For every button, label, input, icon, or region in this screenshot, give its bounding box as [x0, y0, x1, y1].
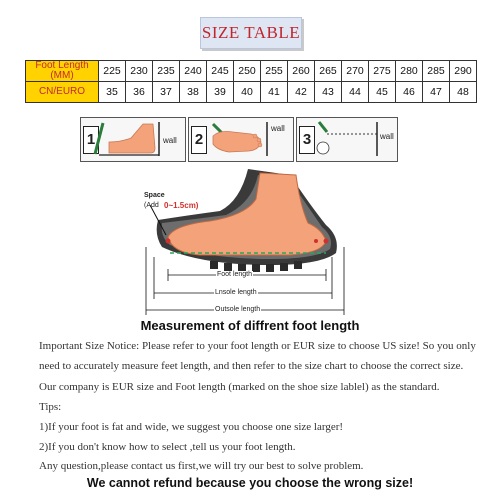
tips-heading: Tips: [39, 401, 62, 413]
euro-size-cell: 47 [423, 82, 450, 103]
foot-length-cell: 275 [369, 61, 396, 82]
step-1-number: 1 [83, 126, 99, 154]
foot-length-cell: 255 [261, 61, 288, 82]
tip-line: 1)If your foot is fat and wide, we suggest you choose one size larger! [39, 421, 344, 433]
notice-line: need to accurately measure feet length, and then refer to the size chart to choose the correct size. [39, 360, 464, 372]
step-2-number: 2 [191, 126, 207, 154]
euro-size-cell: 42 [288, 82, 315, 103]
euro-size-cell: 39 [207, 82, 234, 103]
euro-size-cell: 46 [396, 82, 423, 103]
notice-line: Important Size Notice: Please refer to your foot length or EUR size to choose US size! So you only [39, 340, 476, 352]
foot-length-cell: 245 [207, 61, 234, 82]
no-refund-warning: We cannot refund because you choose the wrong size! [86, 476, 414, 490]
outsole-length-label: Outsole length [215, 306, 261, 313]
step-3-number: 3 [299, 126, 315, 154]
foot-length-cell: 285 [423, 61, 450, 82]
euro-size-cell: 44 [342, 82, 369, 103]
foot-length-cell: 270 [342, 61, 369, 82]
foot-length-cell: 225 [99, 61, 126, 82]
step-1-wall-label: wall [163, 136, 177, 145]
euro-size-cell: 35 [99, 82, 126, 103]
foot-length-cell: 240 [180, 61, 207, 82]
euro-size-row [26, 82, 477, 103]
euro-size-cell: 37 [153, 82, 180, 103]
foot-length-cell: 290 [450, 61, 477, 82]
space-range-label: 0~1.5cm) [164, 201, 199, 210]
space-label: Space [144, 192, 165, 199]
notice-line: Our company is EUR size and Foot length (marked on the shoe size lablel) as the standard. [39, 381, 440, 393]
step-2-wall-label: wall [271, 124, 285, 133]
tip-line: 2)If you don't know how to select ,tell us your foot length. [39, 441, 296, 453]
euro-size-cell: 36 [126, 82, 153, 103]
euro-size-header: CN/EURO [26, 82, 99, 103]
foot-length-cell: 235 [153, 61, 180, 82]
step-3-panel [296, 117, 398, 162]
foot-length-cell: 250 [234, 61, 261, 82]
insole-length-label: Lnsole length [215, 289, 257, 296]
size-table [25, 60, 477, 103]
foot-length-row [26, 61, 477, 82]
space-add-label: (Add [144, 202, 159, 209]
size-table-title: SIZE TABLE [201, 23, 301, 42]
foot-length-cell: 260 [288, 61, 315, 82]
contact-line: Any question,please contact us first,we will try our best to solve problem. [39, 460, 364, 472]
step-3-wall-label: wall [380, 132, 394, 141]
measurement-subtitle: Measurement of diffrent foot length [140, 318, 360, 333]
euro-size-cell: 38 [180, 82, 207, 103]
foot-length-cell: 230 [126, 61, 153, 82]
size-table-title-box [200, 17, 302, 49]
euro-size-cell: 48 [450, 82, 477, 103]
euro-size-cell: 45 [369, 82, 396, 103]
foot-length-label: Foot length [217, 271, 253, 278]
euro-size-cell: 40 [234, 82, 261, 103]
step-2-panel [188, 117, 294, 162]
foot-in-shoe-diagram [140, 165, 360, 315]
foot-length-header: Foot Length (MM) [26, 61, 99, 82]
foot-length-cell: 280 [396, 61, 423, 82]
foot-length-cell: 265 [315, 61, 342, 82]
euro-size-cell: 43 [315, 82, 342, 103]
euro-size-cell: 41 [261, 82, 288, 103]
step-1-panel [80, 117, 186, 162]
